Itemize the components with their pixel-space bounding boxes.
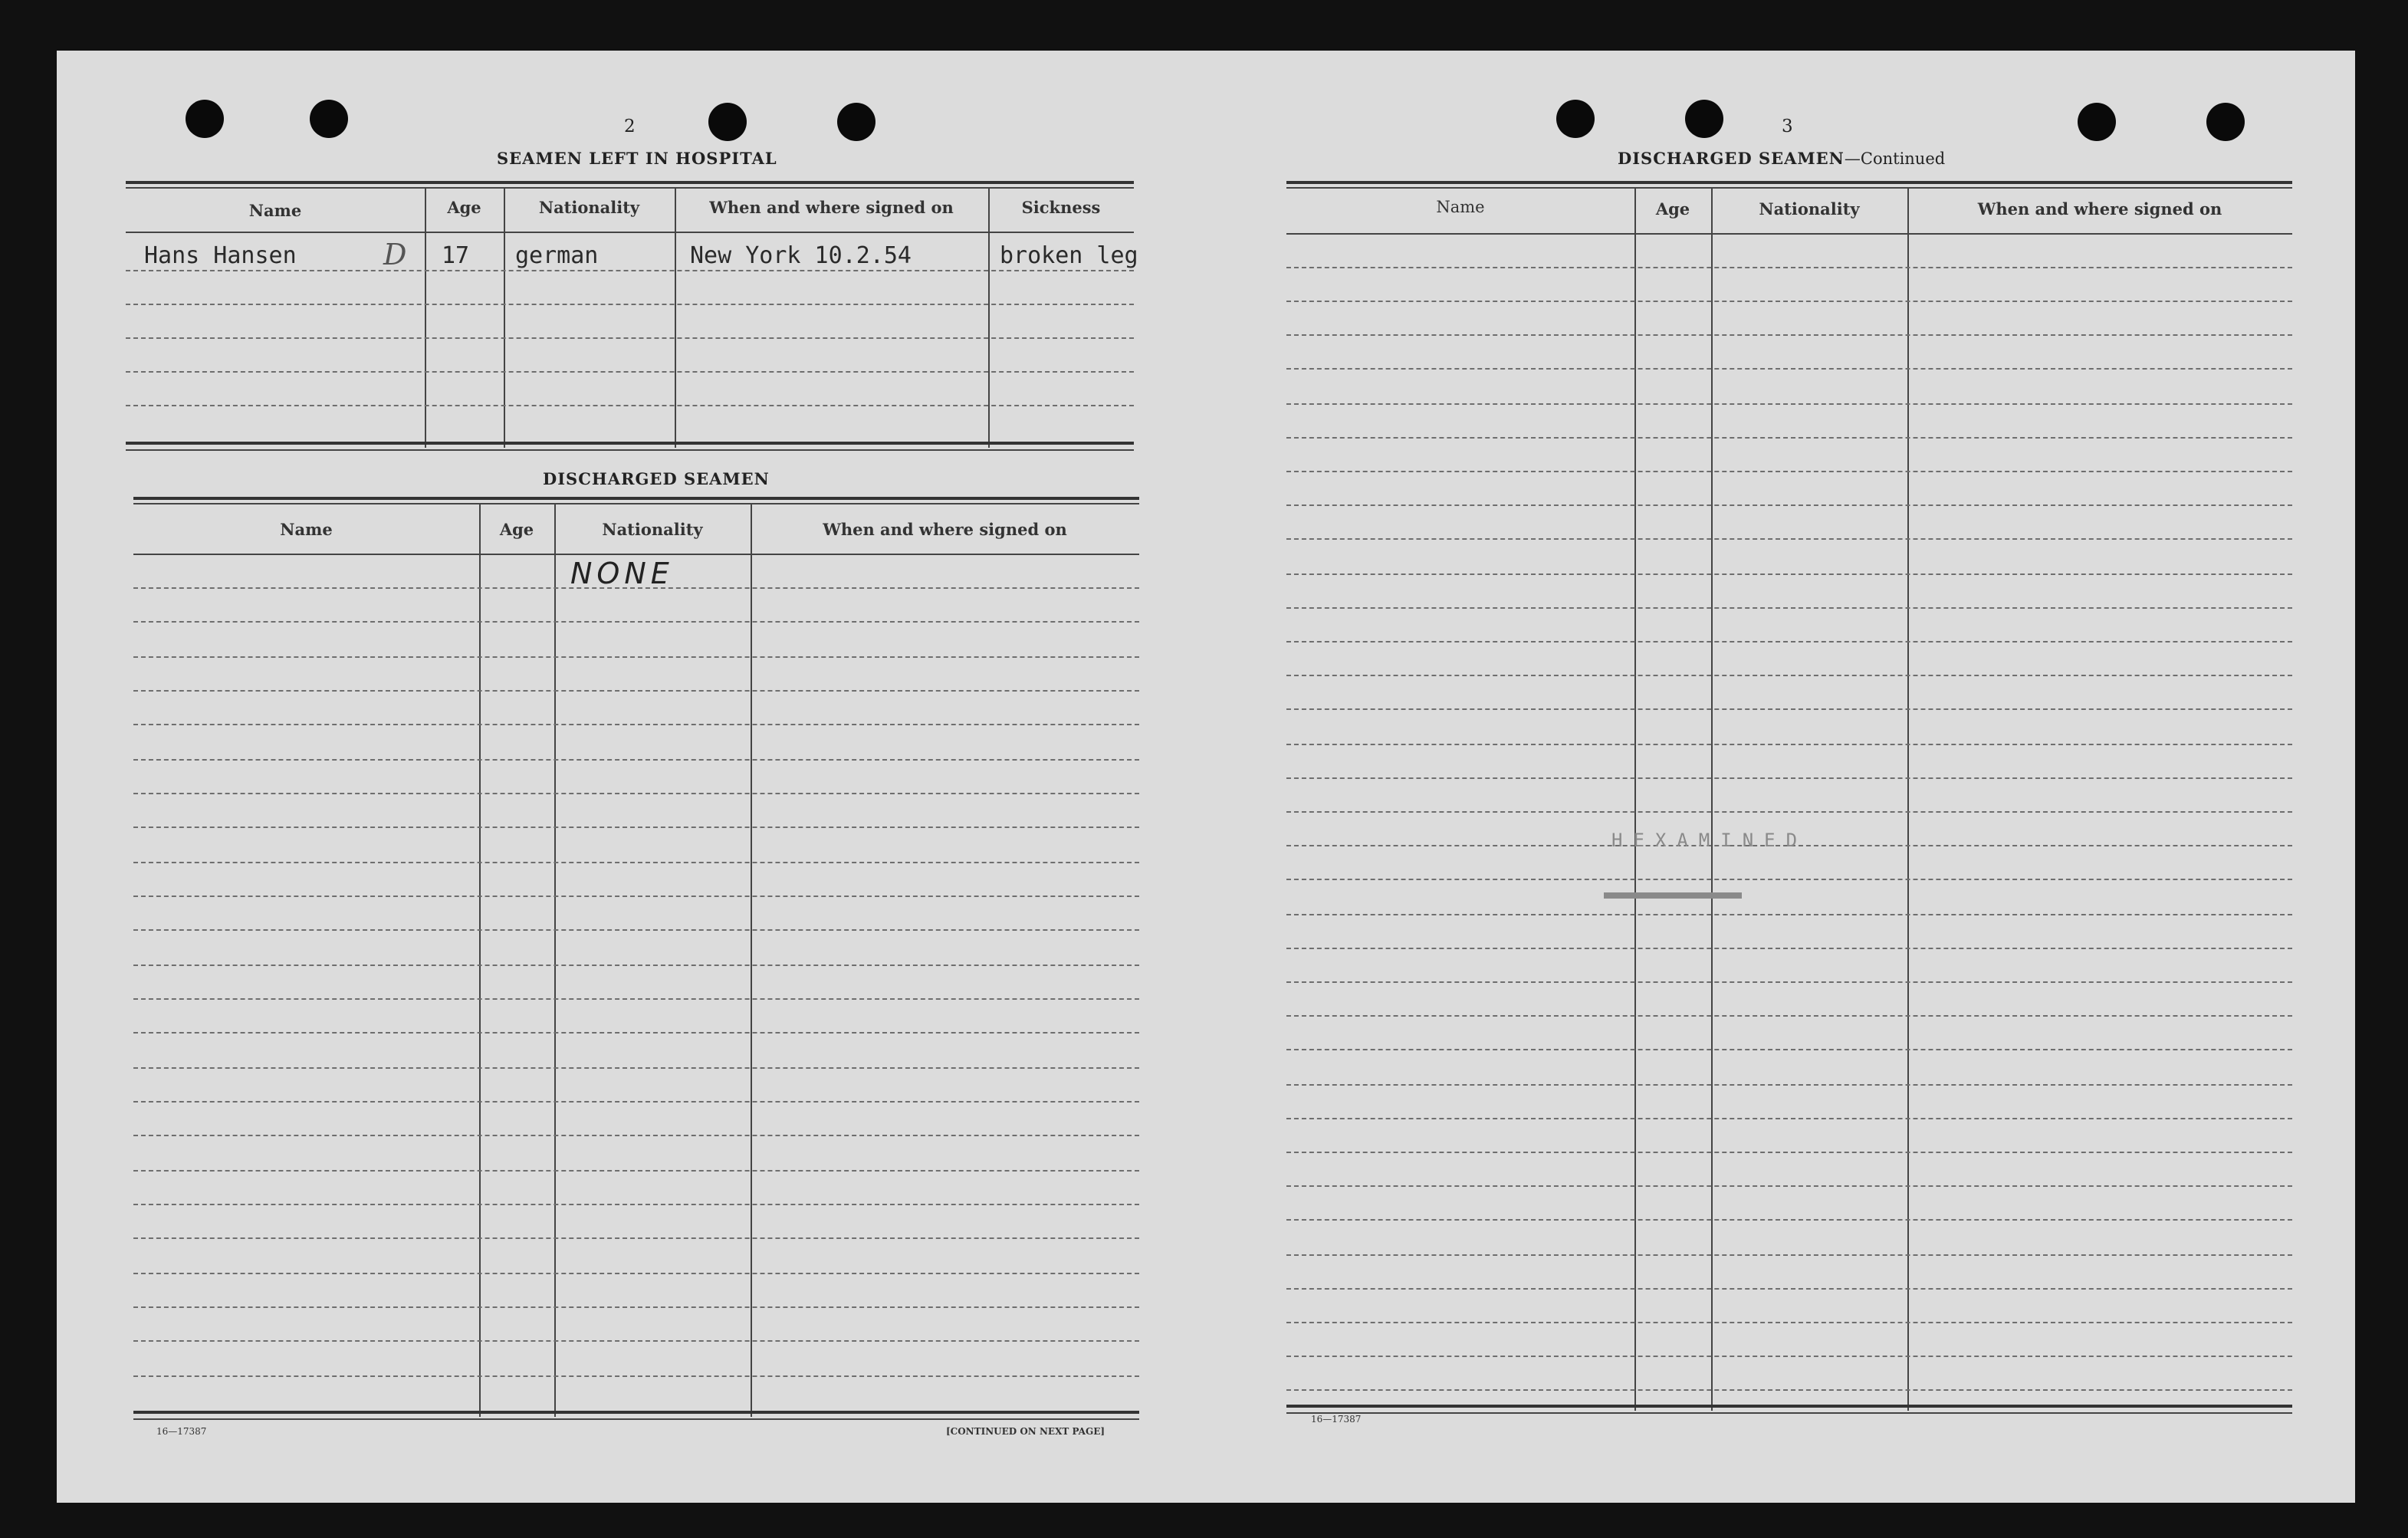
cell-nationality: german [515, 242, 599, 269]
header-name: Name [280, 520, 333, 539]
discharged-section-title: DISCHARGED SEAMEN [543, 469, 770, 488]
header-age: Age [447, 198, 481, 217]
discharged-continued-table [1286, 181, 2292, 1469]
header-name: Name [248, 201, 302, 220]
punch-hole [186, 100, 224, 138]
form-number: 16—17387 [156, 1426, 207, 1437]
header-age: Age [1655, 199, 1690, 219]
header-nationality: Nationality [1759, 199, 1860, 219]
punch-hole [2078, 103, 2116, 141]
cell-sickness: broken leg [1000, 242, 1138, 269]
punch-hole [1685, 100, 1723, 138]
cell-name: Hans Hansen [144, 242, 297, 269]
header-name: Name [1436, 198, 1485, 216]
continued-note: [CONTINUED ON NEXT PAGE] [946, 1426, 1105, 1437]
title-main: DISCHARGED SEAMEN [1618, 149, 1845, 168]
punch-hole [837, 103, 875, 141]
handwritten-none: NONE [570, 557, 674, 590]
header-signed-on: When and where signed on [1977, 199, 2222, 219]
form-number: 16—17387 [1311, 1414, 1362, 1425]
hospital-table [126, 181, 1138, 503]
punch-hole [708, 103, 747, 141]
discharged-continued-title [1618, 149, 1945, 168]
header-age: Age [499, 520, 534, 539]
cell-age: 17 [442, 242, 470, 269]
punch-hole [310, 100, 348, 138]
header-signed-on: When and where signed on [709, 198, 954, 217]
discharged-table [133, 497, 1139, 1425]
document-sheet [57, 51, 2355, 1503]
faded-stamp: HEXAMINED [1611, 830, 1808, 851]
handwritten-initial: D [383, 238, 407, 271]
header-sickness: Sickness [1021, 198, 1101, 217]
right-page-number: 3 [1782, 117, 1793, 136]
stamp-bar [1604, 892, 1742, 899]
left-page-number: 2 [624, 117, 636, 136]
title-suffix: —Continued [1844, 150, 1946, 168]
punch-hole [2206, 103, 2245, 141]
header-signed-on: When and where signed on [823, 520, 1067, 539]
punch-hole [1556, 100, 1595, 138]
header-nationality: Nationality [602, 520, 703, 539]
cell-signed-on: New York 10.2.54 [690, 242, 912, 269]
header-nationality: Nationality [538, 198, 640, 217]
hospital-section-title: SEAMEN LEFT IN HOSPITAL [497, 149, 777, 168]
